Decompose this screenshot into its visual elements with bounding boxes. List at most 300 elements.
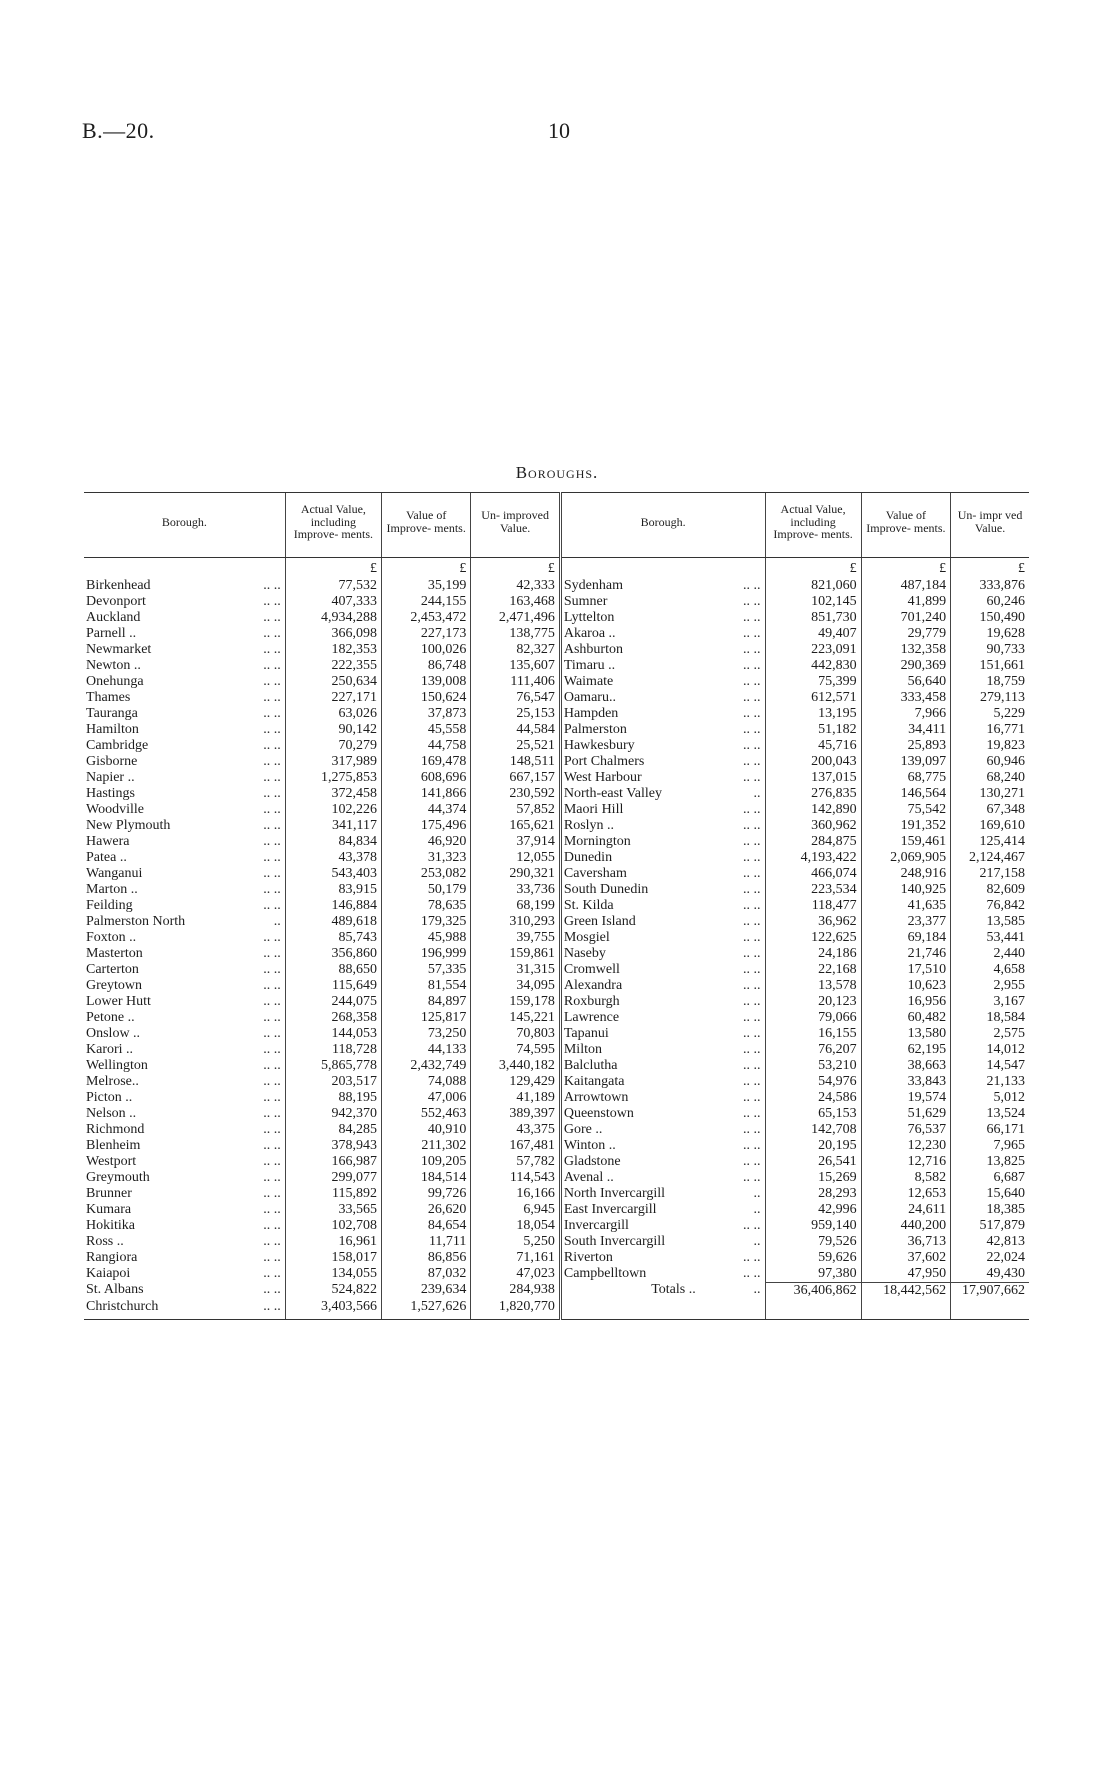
unimproved-value: 41,189 xyxy=(471,1090,560,1106)
actual-value: 407,333 xyxy=(285,594,381,610)
improvements-value: 169,478 xyxy=(381,754,470,770)
actual-value: 144,053 xyxy=(285,1026,381,1042)
unimproved-value: 25,153 xyxy=(471,706,560,722)
improvements-value: 125,817 xyxy=(381,1010,470,1026)
unimproved-value: 12,055 xyxy=(471,850,560,866)
borough-name: Kaitangata xyxy=(560,1074,705,1090)
leader-dots: .. .. xyxy=(743,929,761,945)
improvements-value: 69,184 xyxy=(861,930,950,946)
unimproved-value: 71,161 xyxy=(471,1250,560,1266)
borough-name: Lyttelton xyxy=(560,610,705,626)
borough-name: Petone .. xyxy=(86,1009,135,1025)
borough-name: North Invercargill xyxy=(560,1186,705,1202)
unimproved-value: 114,543 xyxy=(471,1170,560,1186)
borough-name: Avenal .. xyxy=(560,1170,705,1186)
unimproved-value: 76,547 xyxy=(471,690,560,706)
table-row xyxy=(84,1106,1029,1122)
table-row xyxy=(84,802,1029,818)
leader-dots: .. .. xyxy=(263,977,281,993)
unimproved-value: 5,229 xyxy=(951,706,1029,722)
leader-dots: .. .. xyxy=(743,1073,761,1089)
borough-name: Ashburton xyxy=(560,642,705,658)
table-row xyxy=(84,914,1029,930)
leader-dots: .. .. xyxy=(263,865,281,881)
improvements-value: 40,910 xyxy=(381,1122,470,1138)
improvements-value: 44,133 xyxy=(381,1042,470,1058)
borough-name: Carterton xyxy=(86,961,139,977)
borough-name: New Plymouth xyxy=(86,817,171,833)
actual-value: 33,565 xyxy=(285,1202,381,1218)
header-actual-value-right: Actual Value, including Improve- ments. xyxy=(765,493,861,558)
borough-name: West Harbour xyxy=(560,770,705,786)
table-row xyxy=(84,690,1029,706)
leader-dots: .. .. xyxy=(743,1217,761,1233)
improvements-value: 45,988 xyxy=(381,930,470,946)
header-unimproved-right: Un- impr ved Value. xyxy=(951,493,1029,558)
table-row xyxy=(84,578,1029,594)
borough-name: Rangiora xyxy=(86,1249,138,1265)
table-row xyxy=(84,642,1029,658)
improvements-value: 12,230 xyxy=(861,1138,950,1154)
leader-dots: .. xyxy=(273,913,281,929)
improvements-value: 25,893 xyxy=(861,738,950,754)
actual-value: 75,399 xyxy=(765,674,861,690)
leader-dots: .. .. xyxy=(263,753,281,769)
leader-dots: .. .. xyxy=(263,929,281,945)
unimproved-value: 2,575 xyxy=(951,1026,1029,1042)
improvements-value: 47,006 xyxy=(381,1090,470,1106)
table-body xyxy=(84,557,1029,1319)
leader-dots: .. .. xyxy=(263,817,281,833)
borough-name: Patea .. xyxy=(86,849,127,865)
borough-name: Green Island xyxy=(560,914,705,930)
borough-name: Christchurch xyxy=(84,1299,218,1320)
unimproved-value: 284,938 xyxy=(471,1282,560,1299)
borough-name: Parnell .. xyxy=(86,625,137,641)
improvements-value: 139,008 xyxy=(381,674,470,690)
actual-value: 20,123 xyxy=(765,994,861,1010)
leader-dots: .. .. xyxy=(743,609,761,625)
unimproved-value: 60,946 xyxy=(951,754,1029,770)
unimproved-value: 2,124,467 xyxy=(951,850,1029,866)
actual-value: 372,458 xyxy=(285,786,381,802)
leader-dots: .. .. xyxy=(263,689,281,705)
unimproved-value: 217,158 xyxy=(951,866,1029,882)
improvements-value: 41,635 xyxy=(861,898,950,914)
actual-value: 341,117 xyxy=(285,818,381,834)
improvements-value: 21,746 xyxy=(861,946,950,962)
borough-name: Auckland xyxy=(86,609,141,625)
leader-dots: .. .. xyxy=(218,1299,285,1320)
unimproved-value: 68,199 xyxy=(471,898,560,914)
improvements-value: 239,634 xyxy=(381,1282,470,1299)
unimproved-value: 82,609 xyxy=(951,882,1029,898)
leader-dots: .. .. xyxy=(263,1153,281,1169)
unimproved-value: 66,171 xyxy=(951,1122,1029,1138)
improvements-value: 1,527,626 xyxy=(381,1299,470,1320)
unimproved-value: 333,876 xyxy=(951,578,1029,594)
borough-name: Kumara xyxy=(86,1201,132,1217)
leader-dots: .. .. xyxy=(743,881,761,897)
actual-value: 299,077 xyxy=(285,1170,381,1186)
leader-dots: .. .. xyxy=(743,833,761,849)
unimproved-value: 82,327 xyxy=(471,642,560,658)
borough-name: Lawrence xyxy=(560,1010,705,1026)
improvements-value: 60,482 xyxy=(861,1010,950,1026)
actual-value: 250,634 xyxy=(285,674,381,690)
actual-value: 79,526 xyxy=(765,1234,861,1250)
leader-dots: .. .. xyxy=(743,625,761,641)
actual-value: 28,293 xyxy=(765,1186,861,1202)
unimproved-value: 33,736 xyxy=(471,882,560,898)
leader-dots: .. .. xyxy=(263,609,281,625)
improvements-value: 140,925 xyxy=(861,882,950,898)
actual-value: 15,269 xyxy=(765,1170,861,1186)
actual-value: 142,890 xyxy=(765,802,861,818)
unimproved-value: 169,610 xyxy=(951,818,1029,834)
table-row xyxy=(84,738,1029,754)
leader-dots: .. .. xyxy=(743,1089,761,1105)
table-row xyxy=(84,1010,1029,1026)
improvements-value: 11,711 xyxy=(381,1234,470,1250)
header-borough-right: Borough. xyxy=(560,493,765,558)
actual-value: 76,207 xyxy=(765,1042,861,1058)
borough-name: South Invercargill xyxy=(560,1234,705,1250)
leader-dots: .. .. xyxy=(743,993,761,1009)
leader-dots: .. .. xyxy=(743,577,761,593)
unimproved-value: 74,595 xyxy=(471,1042,560,1058)
unimproved-value: 60,246 xyxy=(951,594,1029,610)
table-row xyxy=(84,1266,1029,1283)
borough-name: Birkenhead xyxy=(86,577,151,593)
borough-name: Ross .. xyxy=(86,1233,124,1249)
empty-cell xyxy=(560,1299,705,1320)
leader-dots: .. .. xyxy=(263,1057,281,1073)
leader-dots: .. .. xyxy=(743,753,761,769)
borough-name: Maori Hill xyxy=(560,802,705,818)
actual-value: 851,730 xyxy=(765,610,861,626)
actual-value: 122,625 xyxy=(765,930,861,946)
actual-value: 166,987 xyxy=(285,1154,381,1170)
unimproved-value: 151,661 xyxy=(951,658,1029,674)
table-row xyxy=(84,898,1029,914)
improvements-value: 17,510 xyxy=(861,962,950,978)
borough-name: Richmond xyxy=(86,1121,145,1137)
leader-dots: .. .. xyxy=(743,673,761,689)
table-row xyxy=(84,1282,1029,1299)
leader-dots: .. .. xyxy=(743,817,761,833)
empty-cell xyxy=(706,1299,765,1320)
leader-dots: .. .. xyxy=(743,769,761,785)
actual-value: 442,830 xyxy=(765,658,861,674)
actual-value: 5,865,778 xyxy=(285,1058,381,1074)
table-row xyxy=(84,674,1029,690)
actual-value: 146,884 xyxy=(285,898,381,914)
actual-value: 223,534 xyxy=(765,882,861,898)
actual-value: 97,380 xyxy=(765,1266,861,1283)
table-row xyxy=(84,930,1029,946)
actual-value: 24,186 xyxy=(765,946,861,962)
actual-value: 63,026 xyxy=(285,706,381,722)
leader-dots: .. .. xyxy=(743,1265,761,1281)
improvements-value: 608,696 xyxy=(381,770,470,786)
improvements-value: 33,843 xyxy=(861,1074,950,1090)
actual-value: 54,976 xyxy=(765,1074,861,1090)
actual-value: 158,017 xyxy=(285,1250,381,1266)
actual-value: 59,626 xyxy=(765,1250,861,1266)
table-row xyxy=(84,754,1029,770)
unimproved-value: 3,440,182 xyxy=(471,1058,560,1074)
unimproved-value: 90,733 xyxy=(951,642,1029,658)
borough-name: Port Chalmers xyxy=(560,754,705,770)
unimproved-value: 3,167 xyxy=(951,994,1029,1010)
borough-name: Caversham xyxy=(560,866,705,882)
improvements-value: 41,899 xyxy=(861,594,950,610)
table-row xyxy=(84,1074,1029,1090)
leader-dots: .. .. xyxy=(743,865,761,881)
leader-dots: .. .. xyxy=(263,1201,281,1217)
header-unimproved: Un- improved Value. xyxy=(471,493,560,558)
unimproved-value: 18,759 xyxy=(951,674,1029,690)
borough-name: Tapanui xyxy=(560,1026,705,1042)
actual-value: 222,355 xyxy=(285,658,381,674)
leader-dots: .. .. xyxy=(263,577,281,593)
leader-dots: .. .. xyxy=(263,625,281,641)
leader-dots: .. .. xyxy=(263,1265,281,1281)
leader-dots: .. .. xyxy=(263,1169,281,1185)
actual-value: 88,650 xyxy=(285,962,381,978)
improvements-value: 86,748 xyxy=(381,658,470,674)
borough-name: Devonport xyxy=(86,593,146,609)
borough-name: East Invercargill xyxy=(560,1202,705,1218)
borough-name: St. Albans xyxy=(86,1282,144,1298)
improvements-value: 35,199 xyxy=(381,578,470,594)
borough-name: Melrose.. xyxy=(86,1073,139,1089)
borough-name: Kaiapoi xyxy=(86,1265,131,1281)
borough-name: Invercargill xyxy=(560,1218,705,1234)
borough-name: Hampden xyxy=(560,706,705,722)
leader-dots: .. .. xyxy=(743,1105,761,1121)
unimproved-value: 43,375 xyxy=(471,1122,560,1138)
leader-dots: .. .. xyxy=(263,849,281,865)
unimproved-value: 165,621 xyxy=(471,818,560,834)
unimproved-value: 4,658 xyxy=(951,962,1029,978)
leader-dots: .. .. xyxy=(263,785,281,801)
leader-dots: .. .. xyxy=(743,1057,761,1073)
leader-dots: .. .. xyxy=(263,1217,281,1233)
actual-value: 612,571 xyxy=(765,690,861,706)
table-row xyxy=(84,1122,1029,1138)
borough-name: Alexandra xyxy=(560,978,705,994)
borough-name: Greytown xyxy=(86,977,142,993)
borough-name: Foxton .. xyxy=(86,929,137,945)
improvements-value: 487,184 xyxy=(861,578,950,594)
leader-dots: .. .. xyxy=(743,801,761,817)
unimproved-value: 1,820,770 xyxy=(471,1299,560,1320)
borough-name: Newton .. xyxy=(86,657,141,673)
borough-name: Waimate xyxy=(560,674,705,690)
actual-value: 24,586 xyxy=(765,1090,861,1106)
improvements-value: 26,620 xyxy=(381,1202,470,1218)
leader-dots: .. .. xyxy=(263,721,281,737)
leader-dots: .. .. xyxy=(743,945,761,961)
unimproved-value: 13,585 xyxy=(951,914,1029,930)
improvements-value: 51,629 xyxy=(861,1106,950,1122)
table-row xyxy=(84,1170,1029,1186)
improvements-value: 159,461 xyxy=(861,834,950,850)
borough-name: Feilding xyxy=(86,897,133,913)
improvements-value: 12,716 xyxy=(861,1154,950,1170)
unimproved-value: 70,803 xyxy=(471,1026,560,1042)
leader-dots: .. .. xyxy=(263,945,281,961)
leader-dots: .. .. xyxy=(263,993,281,1009)
improvements-value: 76,537 xyxy=(861,1122,950,1138)
borough-name: Balclutha xyxy=(560,1058,705,1074)
actual-value: 43,378 xyxy=(285,850,381,866)
improvements-value: 36,713 xyxy=(861,1234,950,1250)
actual-value: 489,618 xyxy=(285,914,381,930)
leader-dots: .. xyxy=(753,1233,761,1249)
improvements-value: 109,205 xyxy=(381,1154,470,1170)
improvements-value: 99,726 xyxy=(381,1186,470,1202)
leader-dots: .. .. xyxy=(263,1185,281,1201)
actual-value: 13,578 xyxy=(765,978,861,994)
actual-value: 360,962 xyxy=(765,818,861,834)
leader-dots: .. .. xyxy=(743,641,761,657)
leader-dots: .. .. xyxy=(743,1137,761,1153)
header-actual-value: Actual Value, including Improve- ments. xyxy=(285,493,381,558)
improvements-value: 244,155 xyxy=(381,594,470,610)
actual-value: 102,226 xyxy=(285,802,381,818)
actual-value: 88,195 xyxy=(285,1090,381,1106)
table-row xyxy=(84,1202,1029,1218)
actual-value: 959,140 xyxy=(765,1218,861,1234)
improvements-value: 191,352 xyxy=(861,818,950,834)
empty-cell xyxy=(765,1299,861,1320)
actual-value: 200,043 xyxy=(765,754,861,770)
actual-value: 4,934,288 xyxy=(285,610,381,626)
unimproved-value: 13,524 xyxy=(951,1106,1029,1122)
actual-value: 543,403 xyxy=(285,866,381,882)
unimproved-value: 18,385 xyxy=(951,1202,1029,1218)
borough-name: Greymouth xyxy=(86,1169,150,1185)
borough-name: Woodville xyxy=(86,801,144,817)
leader-dots: .. .. xyxy=(743,961,761,977)
unimproved-value: 57,782 xyxy=(471,1154,560,1170)
actual-value: 42,996 xyxy=(765,1202,861,1218)
actual-value: 142,708 xyxy=(765,1122,861,1138)
unimproved-value: 2,955 xyxy=(951,978,1029,994)
actual-value: 134,055 xyxy=(285,1266,381,1283)
borough-name: Thames xyxy=(86,689,131,705)
improvements-value: 74,088 xyxy=(381,1074,470,1090)
leader-dots: .. .. xyxy=(263,1121,281,1137)
unimproved-value: 159,178 xyxy=(471,994,560,1010)
leader-dots: .. .. xyxy=(263,1009,281,1025)
leader-dots: .. .. xyxy=(263,833,281,849)
improvements-value: 50,179 xyxy=(381,882,470,898)
actual-value: 77,532 xyxy=(285,578,381,594)
improvements-value: 150,624 xyxy=(381,690,470,706)
unimproved-value: 167,481 xyxy=(471,1138,560,1154)
leader-dots: .. .. xyxy=(263,1282,281,1298)
leader-dots: .. xyxy=(753,1282,761,1298)
actual-value: 284,875 xyxy=(765,834,861,850)
actual-value: 4,193,422 xyxy=(765,850,861,866)
unimproved-value: 44,584 xyxy=(471,722,560,738)
leader-dots: .. .. xyxy=(743,705,761,721)
leader-dots: .. .. xyxy=(263,1041,281,1057)
unimproved-value: 130,271 xyxy=(951,786,1029,802)
total-improvements-value: 18,442,562 xyxy=(861,1282,950,1299)
actual-value: 16,155 xyxy=(765,1026,861,1042)
leader-dots: .. .. xyxy=(263,1089,281,1105)
actual-value: 16,961 xyxy=(285,1234,381,1250)
table-row xyxy=(84,658,1029,674)
borough-name: North-east Valley xyxy=(560,786,705,802)
actual-value: 317,989 xyxy=(285,754,381,770)
table-row xyxy=(84,1218,1029,1234)
total-actual-value: 36,406,862 xyxy=(765,1282,861,1299)
borough-name: Hawkesbury xyxy=(560,738,705,754)
unimproved-value: 5,012 xyxy=(951,1090,1029,1106)
unimproved-value: 22,024 xyxy=(951,1250,1029,1266)
table-row xyxy=(84,706,1029,722)
actual-value: 1,275,853 xyxy=(285,770,381,786)
actual-value: 83,915 xyxy=(285,882,381,898)
improvements-value: 175,496 xyxy=(381,818,470,834)
table-row xyxy=(84,770,1029,786)
table-row xyxy=(84,1299,1029,1320)
leader-dots: .. .. xyxy=(743,1169,761,1185)
actual-value: 356,860 xyxy=(285,946,381,962)
actual-value: 203,517 xyxy=(285,1074,381,1090)
unimproved-value: 6,945 xyxy=(471,1202,560,1218)
unimproved-value: 19,823 xyxy=(951,738,1029,754)
actual-value: 268,358 xyxy=(285,1010,381,1026)
borough-name: Westport xyxy=(86,1153,137,1169)
unimproved-value: 25,521 xyxy=(471,738,560,754)
actual-value: 524,822 xyxy=(285,1282,381,1299)
table-row xyxy=(84,882,1029,898)
leader-dots: .. .. xyxy=(743,913,761,929)
currency-row xyxy=(84,557,1029,578)
borough-name: Tauranga xyxy=(86,705,138,721)
actual-value: 244,075 xyxy=(285,994,381,1010)
leader-dots: .. .. xyxy=(263,881,281,897)
actual-value: 20,195 xyxy=(765,1138,861,1154)
table-row xyxy=(84,818,1029,834)
borough-name: St. Kilda xyxy=(560,898,705,914)
table-row xyxy=(84,1090,1029,1106)
borough-name: Cromwell xyxy=(560,962,705,978)
actual-value: 466,074 xyxy=(765,866,861,882)
improvements-value: 84,654 xyxy=(381,1218,470,1234)
borough-name: Wellington xyxy=(86,1057,148,1073)
leader-dots: .. .. xyxy=(743,849,761,865)
actual-value: 3,403,566 xyxy=(285,1299,381,1320)
improvements-value: 38,663 xyxy=(861,1058,950,1074)
boroughs-table xyxy=(84,492,1029,1320)
currency-symbol: £ xyxy=(951,557,1029,578)
actual-value: 84,285 xyxy=(285,1122,381,1138)
borough-name: Newmarket xyxy=(86,641,152,657)
unimproved-value: 14,012 xyxy=(951,1042,1029,1058)
actual-value: 223,091 xyxy=(765,642,861,658)
unimproved-value: 42,813 xyxy=(951,1234,1029,1250)
improvements-value: 16,956 xyxy=(861,994,950,1010)
improvements-value: 146,564 xyxy=(861,786,950,802)
